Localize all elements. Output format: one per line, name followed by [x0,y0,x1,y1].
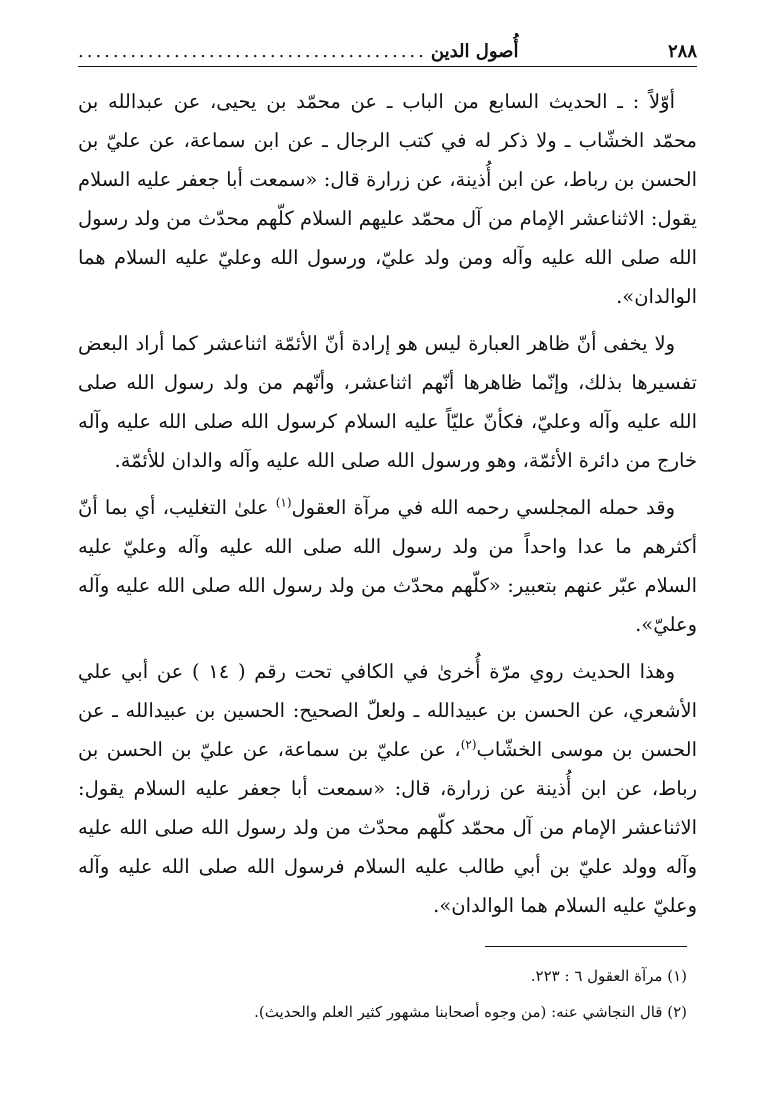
paragraph-3-text-a: وقد حمله المجلسي رحمه الله في مرآة العقول [291,496,675,519]
main-text [78,82,697,933]
paragraph-3 [78,488,697,644]
footnote-separator [485,946,687,947]
footnote-ref-2[interactable]: (٢) [460,737,477,752]
paragraph-2: ولا يخفى أنّ ظاهر العبارة ليس هو إرادة أنّ الأئمّة اثناعشر كما أراد البعض تفسيرها بذلك، وإنّما ظاهرها أنّهم اثناعشر، وأنّهم من ولد رسول الله صلى الله عليه وآله وعليّ، فكأنّ عليّاً عليه السلام كرسول الله صلى الله عليه وآله خارج من دائرة الأئمّة، وهو ورسول الله صلى الله عليه وآله والدان للأئمّة. [78,332,697,472]
footnote-ref-1[interactable]: (١) [275,495,292,510]
paragraph-4-text-b: ، عن عليّ بن سماعة، عن عليّ بن الحسن بن رباط، عن ابن أُذينة عن زرارة، قال: «سمعت أبا جعفر عليه السلام يقول: الاثناعشر الإمام من آل محمّد كلّهم محدّث من ولد رسول الله صلى الله عليه وآله وولد عليّ بن أبي طالب عليه السلام فرسول الله صلى الله عليه وآله وعليّ عليه السلام هما الوالدان». [78,738,697,917]
page-number: ٢٨٨ [667,40,697,62]
paragraph-1: أوّلاً : ـ الحديث السابع من الباب ـ عن محمّد بن يحيى، عن عبدالله بن محمّد الخشّاب ـ ولا ذكر له في كتب الرجال ـ عن ابن سماعة، عن عليّ بن الحسن بن رباط، عن ابن أُذينة، عن زرارة قال: «سمعت أبا جعفر عليه السلام يقول: الاثناعشر الإمام من آل محمّد عليهم السلام كلّهم محدّث من ولد رسول الله صلى الله عليه وآله ومن ولد عليّ، ورسول الله وعليّ عليه السلام هما الوالدان». [78,90,697,308]
paragraph-3-text-b: علىٰ التغليب، أي بما أنّ أكثرهم ما عدا واحداً من ولد رسول الله صلى الله عليه وآله وعليّ عليه السلام عبّر عنهم بتعبير: «كلّهم محدّث من ولد رسول الله صلى الله عليه وآله وعليّ». [78,496,697,636]
paragraph-4 [78,652,697,925]
footnote-1: (١) مرآة العقول ٦ : ٢٢٣. [530,967,687,985]
footnotes [78,958,687,1030]
page-header [78,36,697,67]
footnote-2: (٢) قال النجاشي عنه: (من وجوه أصحابنا مشهور كثير العلم والحديث). [254,1003,687,1021]
paragraph-4-text-a: وهذا الحديث روي مرّة أُخرىٰ في الكافي تحت رقم ( ١٤ ) عن أبي علي الأشعري، عن الحسن بن عبيدالله ـ ولعلّ الصحيح: الحسين بن عبيدالله ـ عن الحسن بن موسى الخشّاب [78,660,697,761]
running-title: أُصول الدين [430,40,519,62]
leader-dots: ........................................ [78,40,427,62]
running-title-group [78,41,518,62]
